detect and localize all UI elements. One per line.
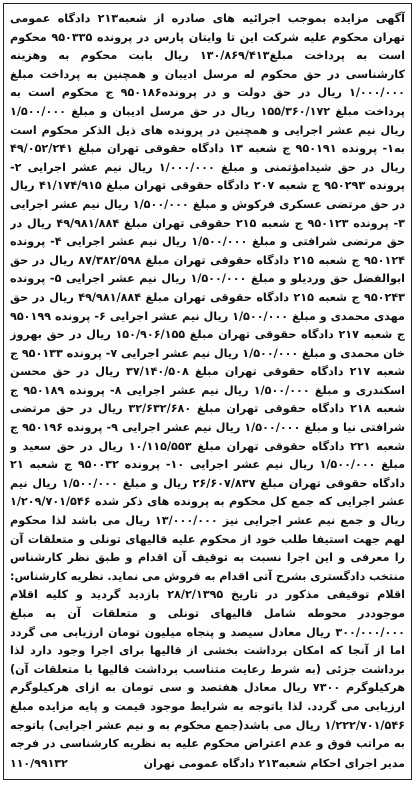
notice-reference-number: ۱۱۰/۹۹۱۳۲ xyxy=(10,756,68,770)
notice-footer xyxy=(10,753,405,773)
notice-signature: مدیر اجرای احکام شعبه۲۱۳ دادگاه عمومی تهران xyxy=(143,756,405,770)
auction-notice xyxy=(3,3,412,780)
notice-body-text: آگهی مزایده بموجب اجرائیه های صادره از شعبه۲۱۳ دادگاه عمومی تهران محکوم علیه شرکت این تا وایتان پارس در پرونده ۹۵۰۳۳۵ محکوم است به پرداخت مبلغ۱۳۰/۸۶۹/۴۱۳ ریال بابت محکوم به وهزینه کارشناسی در حق محکوم له مرسل ادیبان و همچنین به پرداخت مبلغ ۱/۰۰۰/۰۰۰ ریال در حق دولت و در پرونده۹۵۰۱۸۶ ج محکوم است به پرداخت مبلغ ۱۵۵/۳۶۰/۱۷۲ ریال در حق مرسل ادیبان و مبلغ ۱/۵۰۰/۰۰۰ ریال نیم عشر اجرایی و همچنین در پرونده های ذیل الذکر محکوم است به۱- پرونده ۹۵۰۱۹۱ ج شعبه ۱۳ دادگاه حقوقی تهران مبلغ ۴۹/۰۵۲/۲۴۱ ریال در حق شیدامؤتمنی و مبلغ ۱/۰۰۰/۰۰۰ ریال نیم عشر اجرایی ۲- پرونده ۹۵۰۲۹۳ ج شعبه ۲۰۷ دادگاه حقوقی تهران مبلغ ۴۱/۱۷۴/۹۱۵ ریال در حق مرتضی عسکری فرکوش و مبلغ ۱/۵۰۰/۰۰۰ ریال نیم عشر اجرایی ۳- پرونده ۹۵۰۱۲۳ ج شعبه ۲۱۵ حقوقی تهران مبلغ ۴۹/۹۸۱/۸۸۴ ریال در حق مرتضی شرافتی و مبلغ ۱/۵۰۰/۰۰۰ ریال نیم عشر اجرایی ۴- پرونده ۹۵۰۱۲۴ ج شعبه ۲۱۵ دادگاه حقوقی تهران مبلغ ۸۷/۳۸۲/۵۹۸ ریال در حق ابوالفضل حق وردیلو و مبلغ ۱/۵۰۰/۰۰۰ ریال نیم عشر اجرایی ۵- پرونده ۹۵۰۲۴۳ ج شعبه ۲۱۵ دادگاه حقوقی تهران مبلغ ۴۹/۹۸۱/۸۸۴ ریال در حق مهدی محمدی و مبلغ ۱/۵۰۰/۰۰۰ ریال نیم عشر اجرایی ۶- پرونده ۹۵۰۱۹۹ ج شعبه ۲۱۷ دادگاه حقوقی تهران مبلغ ۱۵۰/۹۰۶/۱۵۵ ریال در حق بهروز خان محمدی و مبلغ ۱/۵۰۰/۰۰۰ ریال نیم عشر اجرایی ۷- پرونده ۹۵۰۱۳۳ ج شعبه ۲۱۷ دادگاه حقوقی تهران مبلغ ۳۷/۱۴۰/۵۰۸ ریال در حق محسن اسکندری و مبلغ ۱/۵۰۰/۰۰۰ ریال نیم عشر اجرایی ۸- پرونده ۹۵۰۱۸۹ ج شعبه ۲۱۸ دادگاه حقوقی تهران مبلغ ۳۲/۶۳۲/۶۸۰ ریال در حق مرتضی شرافتی نیا و مبلغ ۱/۵۰۰/۰۰۰ ریال نیم عشر اجرایی ۹- پرونده ۹۵۰۱۹۶ ج شعبه ۲۲۱ دادگاه حقوقی تهران مبلغ ۱۰/۱۱۵/۵۵۳ ریال در حق سعید و مبلغ ۱/۵۰۰/۰۰۰ ریال نیم عشر اجرایی ۱۰- پرونده ۹۵۰۰۳۲ ج شعبه ۲۱ دادگاه حقوقی تهران مبلغ ۲۶/۶۰۷/۸۳۷ ریال و مبلغ ۱/۵۰۰/۰۰۰ ریال نیم عشر اجرایی که جمع کل محکوم به پرونده های ذکر شده ۱/۲۰۹/۷۰۱/۵۴۶ ریال و جمع نیم عشر اجرایی نیز ۱۳/۰۰۰/۰۰۰ ریال می باشد لذا محکوم لهم جهت استیفا طلب خود از محکوم علیه قالیهای تونلی و متعلقات آن را معرفی و این اجرا نسبت به توقیف آن اقدام و طبق نظر کارشناس منتخب دادگستری بشرح آتی اقدام به فروش می نماید. نظریه کارشناس: اقلام توقیفی مذکور در تاریخ ۲۸/۲/۱۳۹۵ بازدید گردید و کلیه اقلام موجوددر محوطه شامل قالیهای تونلی و متعلقات آن به مبلغ ۳۰۰/۰۰۰/۰۰۰ ریال معادل سیصد و پنجاه میلیون تومان ارزیابی می گردد اما از آنجا که امکان برداشت بخشی از قالیها برای اجرا وجود دارد لذا برداشت جزئی (به شرط رعایت متناسب برداشت قالیها با متعلقات آن) هرکیلوگرم ۷۳۰۰ ریال معادل هفتصد و سی تومان به ازای هرکیلوگرم ارزیابی می گردد. لذا باتوجه به شرایط موجود قیمت و پایه مزایده مبلغ ۱/۲۲۲/۷۰۱/۵۴۶ ریال می باشد(جمع محکوم به و نیم عشر اجرایی) باتوجه به مراتب فوق و عدم اعتراض محکوم علیه به نظریه کارشناسی در فرجه xyxy=(10,12,405,751)
